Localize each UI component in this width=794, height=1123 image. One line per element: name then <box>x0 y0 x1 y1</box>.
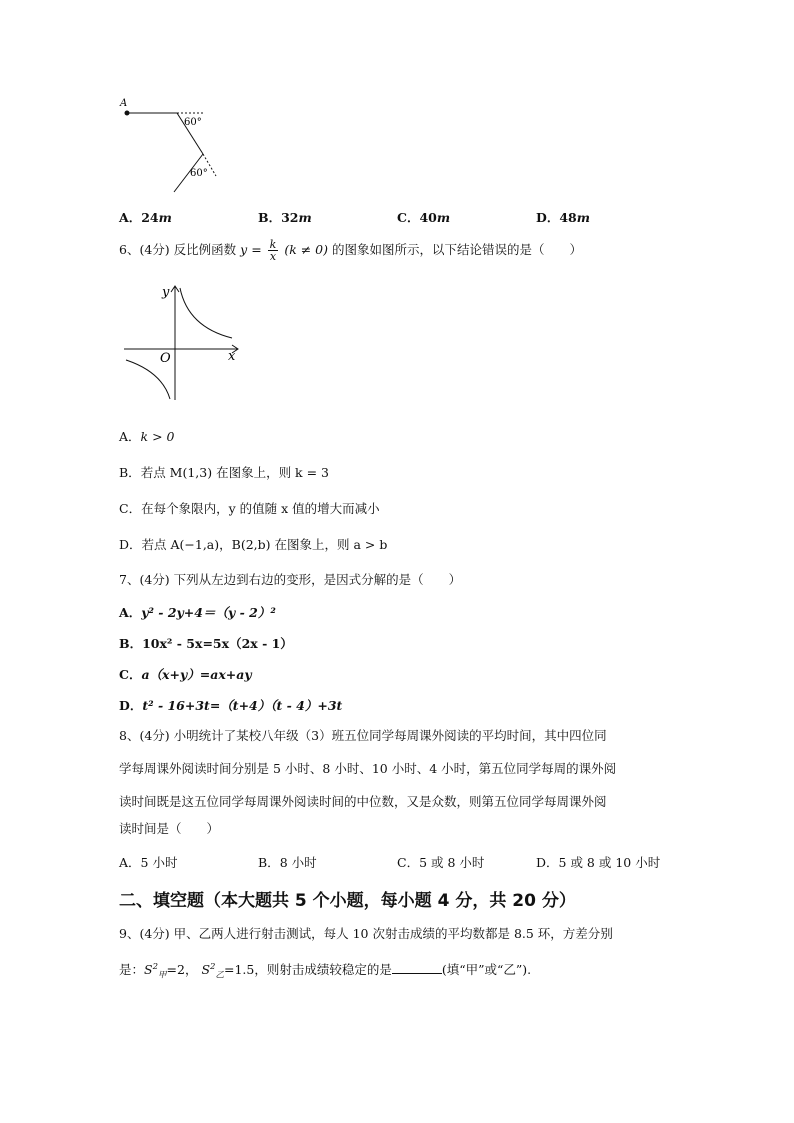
q8-stem-line-1: 8、(4分) 小明统计了某校八年级（3）班五位同学每周课外阅读的平均时间，其中四位同 <box>119 728 607 743</box>
label-a: A <box>120 98 128 109</box>
q6-option-b[interactable]: B．若点 M(1,3) 在图象上，则 k = 3 <box>119 465 329 480</box>
q8-option-a[interactable]: A．5 小时 <box>119 855 178 870</box>
angle-top-label: 60° <box>184 117 202 128</box>
q8-stem-line-2: 学每周课外阅读时间分别是 5 小时、8 小时、10 小时、4 小时，第五位同学每周的课外阅 <box>119 761 617 776</box>
q5-option-a[interactable]: A．24m <box>119 210 172 225</box>
q9-stem-line-1: 9、(4分) 甲、乙两人进行射击测试，每人 10 次射击成绩的平均数都是 8.5 环，方差分别 <box>119 926 613 941</box>
q6-formula-condition: (k ≠ 0) <box>284 242 329 257</box>
q8-stem-line-4: 读时间是（ ） <box>119 821 220 836</box>
q8-stem-line-3: 读时间既是这五位同学每周课外阅读时间的中位数，又是众数，则第五位同学每周课外阅 <box>119 794 607 809</box>
variance-jia: $S^2_甲$ <box>144 962 167 981</box>
origin-label: O <box>160 351 171 366</box>
q7-option-d[interactable]: D．t² - 16+3t=（t+4）（t - 4）+3t <box>119 698 343 713</box>
q7-option-b[interactable]: B．10x² - 5x=5x（2x - 1） <box>119 636 293 651</box>
q6-stem-before: 反比例函数 <box>173 242 237 257</box>
q6-option-a[interactable]: A．k > 0 <box>119 429 175 444</box>
q6-option-c[interactable]: C．在每个象限内，y 的值随 x 值的增大而减小 <box>119 501 380 516</box>
q8-option-b[interactable]: B．8 小时 <box>258 855 317 870</box>
q5-option-b[interactable]: B．32m <box>258 210 312 225</box>
q6-stem <box>119 236 582 264</box>
x-axis-label: x <box>228 349 236 364</box>
q8-option-c[interactable]: C．5 或 8 小时 <box>397 855 485 870</box>
q5-figure <box>118 96 228 194</box>
section-2-title: 二、填空题（本大题共 5 个小题，每小题 4 分，共 20 分） <box>119 891 576 911</box>
q8-option-d[interactable]: D．5 或 8 或 10 小时 <box>536 855 661 870</box>
q6-stem-after: 的图象如图所示，以下结论错误的是（ ） <box>332 242 583 257</box>
q7-stem: 7、(4分) 下列从左边到右边的变形，是因式分解的是（ ） <box>119 572 462 587</box>
q6-option-d[interactable]: D．若点 A(−1,a)，B(2,b) 在图象上，则 a > b <box>119 537 388 552</box>
variance-yi: $S^2_乙$ <box>201 962 224 981</box>
q9-stem-line-2: 是：$S^2_甲=2$， $S^2_乙=1.5$，则射击成绩较稳定的是 (填“甲”或“乙”). <box>119 962 532 981</box>
q7-option-c[interactable]: C．a（x+y）=ax+ay <box>119 667 252 682</box>
q6-formula-fraction: $\frac{k}{x}$ <box>269 238 277 263</box>
angle-bottom-label: 60° <box>190 168 208 179</box>
q6-formula-lhs: y = <box>240 242 262 257</box>
hyperbola-branch-q1 <box>180 288 232 338</box>
q9-answer-blank[interactable] <box>392 960 442 974</box>
q7-option-a[interactable]: A．y² - 2y+4＝（y - 2）² <box>119 605 276 620</box>
q6-graph <box>120 282 245 402</box>
q6-number: 6、(4分) <box>119 242 170 257</box>
q5-option-c[interactable]: C．40m <box>397 210 451 225</box>
q5-option-d[interactable]: D．48m <box>536 210 590 225</box>
y-axis-label: y <box>162 285 170 300</box>
